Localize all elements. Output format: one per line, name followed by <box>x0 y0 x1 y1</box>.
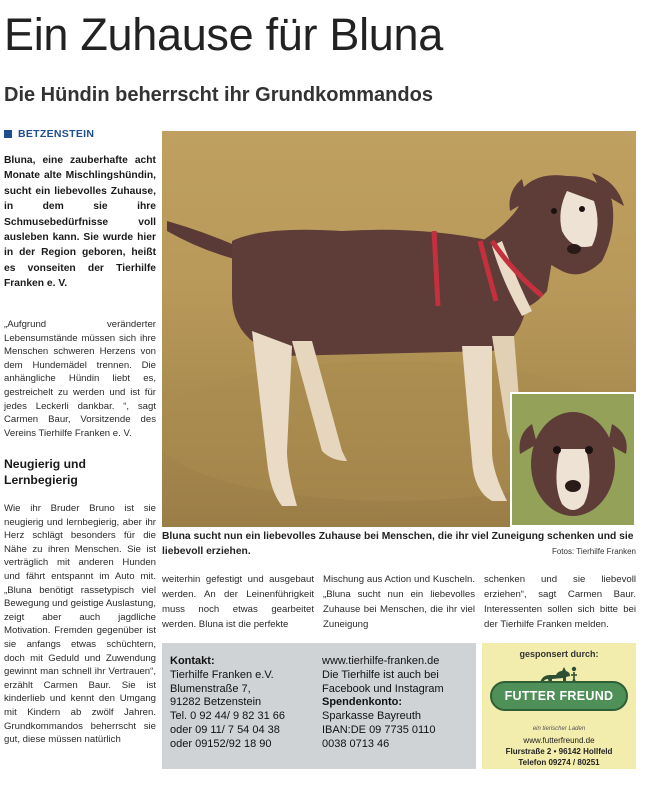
donation-iban-1: IBAN:DE 09 7735 0110 <box>322 723 436 736</box>
body-mid-paragraph-2: Mischung aus Action und Kuscheln. „Bluna sucht nun ein liebevolles Zuhause bei Menschen, die ihr viel Zuneigung <box>323 574 475 630</box>
contact-address <box>170 655 318 752</box>
subheadline: Die Hündin beherrscht ihr Grundkommandos <box>4 84 433 106</box>
contact-city: 91282 Betzenstein <box>170 696 262 709</box>
contact-social-1: Die Tierhilfe ist auch bei <box>322 668 439 681</box>
contact-box <box>162 643 476 769</box>
dateline-square-icon <box>4 130 12 138</box>
contact-street: Blumenstraße 7, <box>170 682 251 695</box>
sponsor-contact <box>482 735 636 768</box>
body-mid-paragraph-1: weiterhin gefestigt und ausgebaut werden. An der Leinenführigkeit muss noch etwas gearbeitet werden. Bluna ist die perfekte <box>162 574 314 630</box>
photo-caption: Bluna sucht nun ein liebevolles Zuhause bei Menschen, die ihr viel Zuneigung schenken und sie liebevoll erziehen. <box>162 531 634 557</box>
section-title: Neugierig und Lernbegierig <box>4 457 86 487</box>
body-mid-column-1 <box>162 572 314 632</box>
donation-iban-2: 0038 0713 46 <box>322 737 390 750</box>
sponsor-box <box>482 643 636 769</box>
sponsor-phone: Telefon 09274 / 80251 <box>518 758 600 767</box>
lead-paragraph: Bluna, eine zauberhafte acht Monate alte Mischlingshündin, sucht ein liebevolles Zuhause, in dem sie ihre Schmusebedürfnisse voll ausleben kann. Sie wurde hier in der Region geboren, heißt es vonseiten der Tierhilfe Franken e. V. <box>4 155 156 290</box>
contact-phone-1: Tel. 0 92 44/ 9 82 31 66 <box>170 710 285 723</box>
sponsor-title: gesponsert durch: <box>519 649 599 659</box>
body-mid-column-2 <box>323 572 475 632</box>
donation-bank: Sparkasse Bayreuth <box>322 710 422 723</box>
contact-phone-2: oder 09 11/ 7 54 04 38 <box>170 723 280 736</box>
photo-credit: Fotos: Tierhilfe Franken <box>551 547 636 556</box>
sponsor-address: Flurstraße 2 • 96142 Hollfeld <box>505 747 613 756</box>
body-left-column <box>4 502 156 747</box>
sponsor-website: www.futterfreund.de <box>523 736 595 745</box>
quote-column <box>4 318 156 440</box>
body-mid-column-3 <box>484 572 636 632</box>
dog-portrait-illustration <box>512 394 634 525</box>
contact-website: www.tierhilfe-franken.de <box>322 655 440 667</box>
sponsor-logo-badge <box>490 681 628 711</box>
contact-label: Kontakt: <box>170 655 215 667</box>
sponsor-logo <box>488 663 630 723</box>
body-mid-paragraph-3: schenken und sie liebevoll erziehen“, sagt Carmen Baur. Interessenten sollen sich bitte bei der Tierhilfe Franken melden. <box>484 574 636 630</box>
quote-paragraph: „Aufgrund veränderter Lebensumstände müssen sich ihre Menschen schweren Herzens von dem Hundemädel trennen. Die anhängliche Hündin liebt es, gestreichelt zu werden und ist für jedes Leckerli dankbar. “, sagt Carmen Baur, Vorsitzende des Vereins Tierhilfe Franken e. V. <box>4 319 156 439</box>
sponsor-tagline: ein tierischer Laden <box>532 726 586 732</box>
headline: Ein Zuhause für Bluna <box>4 9 443 60</box>
contact-org: Tierhilfe Franken e.V. <box>170 668 274 681</box>
contact-online <box>322 655 474 752</box>
body-left-paragraph: Wie ihr Bruder Bruno ist sie neugierig und lernbegierig, aber ihr Herz schlägt besonders für die Nähe zu ihren Menschen. Sie ist verträglich mit anderen Hunden und fährt entspannt im Auto mit. „Bluna benötigt rassetypisch viel Bewegung und geistige Auslastung, zeigt aber auch jagdliche Motivation. Fremden gegenüber ist sie anfangs etwas schüchtern, doch mit Geduld und Zuwendung gewinnt man schnell ihr Vertrauen“, erzählt Carmen Baur. Sie ist kinderlieb und kennt den Umgang mit Kindern ab zwölf Jahren. Grundkommandos beherrscht sie gut, diese müssen natürlich <box>4 503 157 746</box>
dateline-text: BETZENSTEIN <box>18 128 95 140</box>
contact-social-2: Facebook und Instagram <box>322 682 444 695</box>
dog-portrait-inset <box>510 392 636 527</box>
contact-phone-3: oder 09152/92 18 90 <box>170 737 272 750</box>
dateline <box>4 128 94 140</box>
donation-label: Spendenkonto: <box>322 696 403 709</box>
sponsor-logo-text: FUTTER FREUND <box>504 689 614 703</box>
